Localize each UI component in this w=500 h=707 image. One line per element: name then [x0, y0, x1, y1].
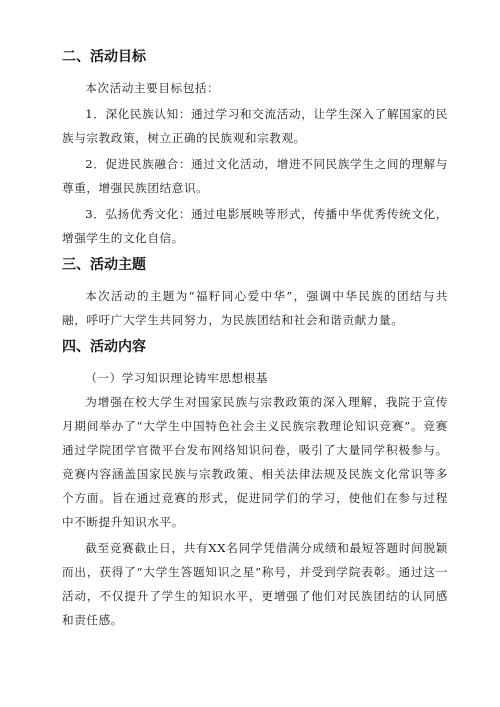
document-body — [62, 48, 448, 634]
goal-item-3: 3．弘扬优秀文化：通过电影展映等形式，传播中华优秀传统文化，增强学生的文化自信。 — [62, 207, 448, 245]
subheading-knowledge: （一）学习知识理论铸牢思想根基 — [85, 371, 269, 385]
goals-intro: 本次活动主要目标包括： — [85, 81, 220, 95]
content-paragraph-2: 截至竞赛截止日，共有XX名同学凭借满分成绩和最短答题时间脱颖而出，获得了“大学生答题知识之星”称号，并受到学院表彰。通过这一活动，不仅提升了学生的知识水平，更增强了他们对民族团结的认同感和责任感。 — [62, 541, 448, 627]
content-paragraph-1: 为增强在校大学生对国家民族与宗教政策的深入理解，我院于宣传月期间举办了“大学生中国特色社会主义民族宗教理论知识竞赛”。竞赛通过学院团学官微平台发布网络知识问卷，吸引了大量同学积极参与。竞赛内容涵盖国家民族与宗教政策、相关法律法规及民族文化常识等多个方面。旨在通过竞赛的形式，促进同学们的学习，使他们在参与过程中不断提升知识水平。 — [62, 395, 448, 529]
section-theme — [62, 256, 448, 332]
section-heading-theme: 三、活动主题 — [62, 257, 146, 273]
theme-paragraph: 本次活动的主题为“福籽同心爱中华”，强调中华民族的团结与共融，呼吁广大学生共同努力，为民族团结和社会和谐贡献力量。 — [62, 289, 448, 327]
section-heading-content: 四、活动内容 — [62, 339, 146, 355]
section-goals — [62, 48, 448, 250]
goal-item-1: 1．深化民族认知：通过学习和交流活动，让学生深入了解国家的民族与宗教政策，树立正确的民族观和宗教观。 — [62, 107, 448, 145]
goal-item-2: 2．促进民族融合：通过文化活动，增进不同民族学生之间的理解与尊重，增强民族团结意识。 — [62, 157, 448, 195]
section-heading-goals: 二、活动目标 — [62, 49, 146, 65]
section-content — [62, 338, 448, 632]
